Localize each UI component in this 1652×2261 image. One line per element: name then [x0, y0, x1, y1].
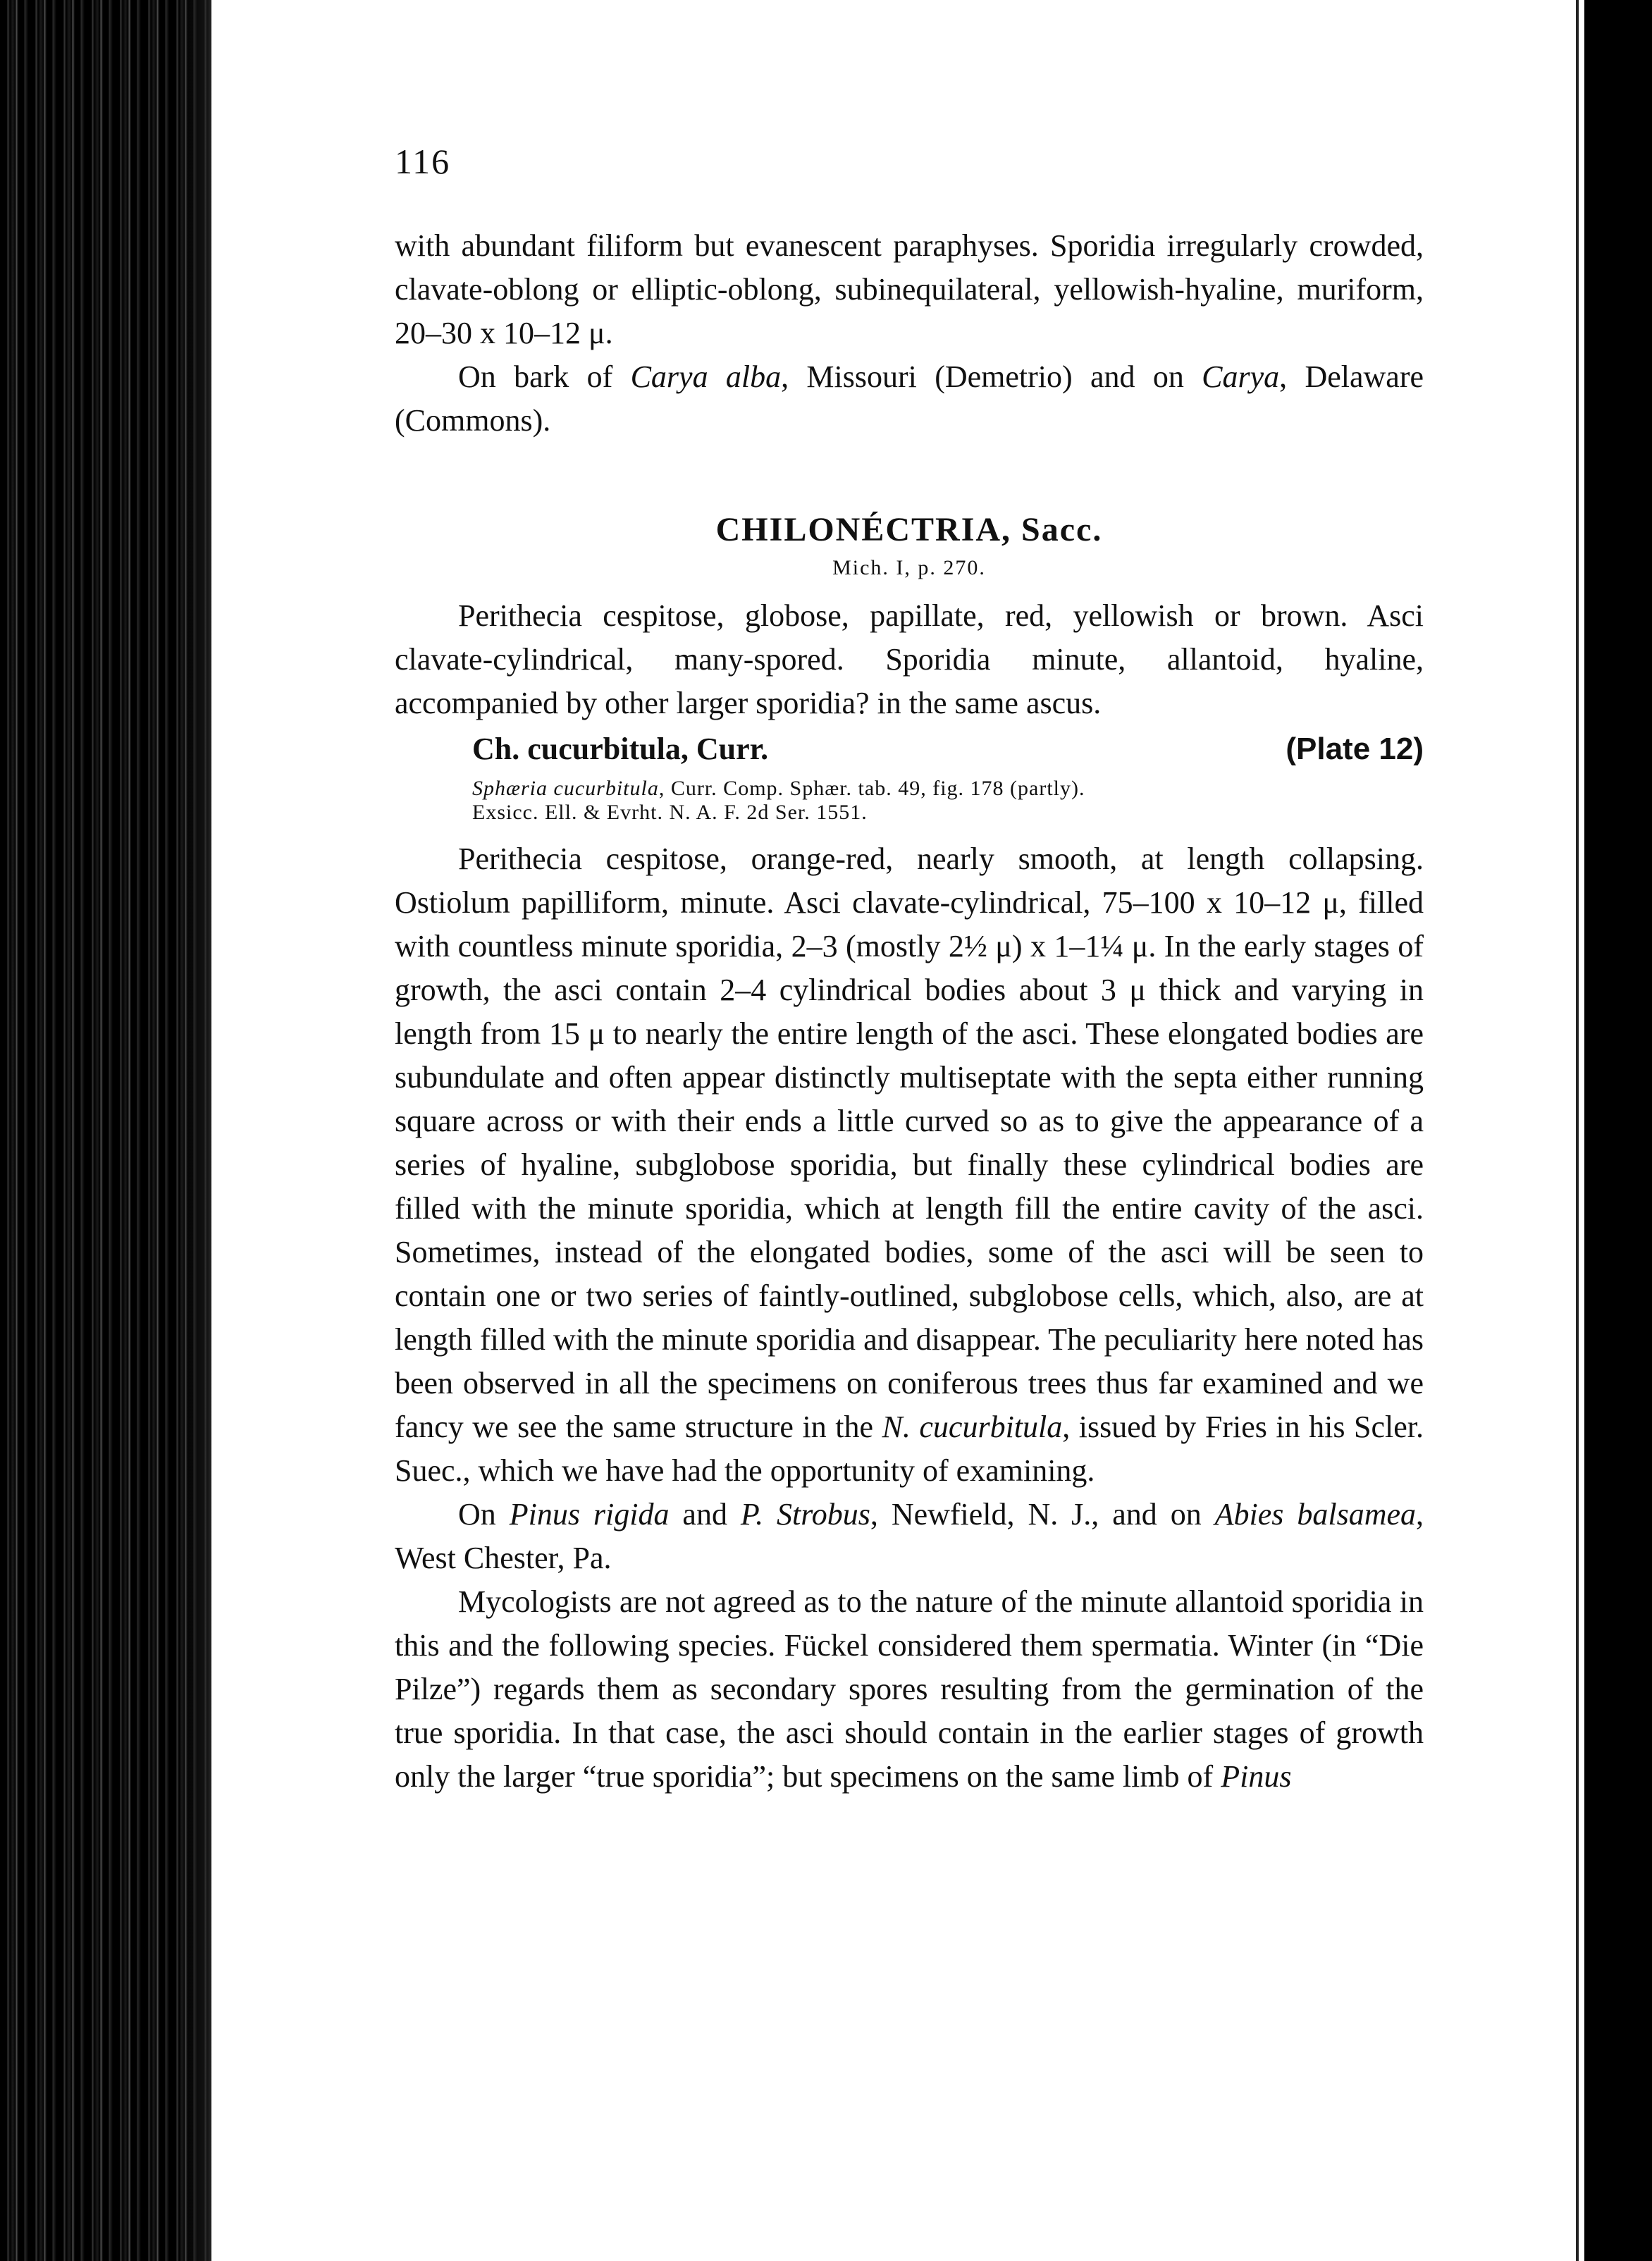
habitat-paragraph-2 — [395, 1493, 1424, 1580]
description-text: Perithecia cespitose, orange-red, nearly smooth, at length collapsing. Ostiolum papilliform, minute. Asci clavate-cylindrical, 75–100 x 10–12 μ, filled with countless minute sporidia, 2–3 (mostly 2½ μ) x 1–1¼ μ. In the early stages of growth, the asci contain 2–4 cylindrical bodies about 3 μ thick and varying in length from 15 μ to nearly the entire length of the asci. These elongated bodies are subundulate and often appear distinctly multiseptate with the septa either running square across or with their ends a little curved so as to give the appearance of a series of hyaline, subglobose sporidia, but finally these cylindrical bodies are filled with the minute sporidia, which at length fill the entire cavity of the asci. Sometimes, instead of the elongated bodies, some of the asci will be seen to contain one or two series of faintly-outlined, subglobose cells, which, also, are at length filled with the minute sporidia and disappear. The peculiarity here noted has been observed in all the specimens on coniferous trees thus far examined and we fancy we see the same structure in the — [395, 842, 1424, 1444]
habitat-text: On bark of — [458, 359, 631, 394]
habitat-text: On — [458, 1497, 510, 1532]
habitat-text: , Delaware (Commons). — [395, 359, 1424, 438]
species-heading-row — [395, 731, 1424, 767]
synonym-reference: , Curr. Comp. Sphær. tab. 49, fig. 178 (partly). — [658, 777, 1085, 800]
plate-reference: (Plate 12) — [1286, 732, 1424, 766]
genus-description: Perithecia cespitose, globose, papillate, red, yellowish or brown. Asci clavate-cylindrical, many-spored. Sporidia minute, allantoid, hyaline, accompanied by other larger sporidia? in the same ascus. — [395, 598, 1424, 720]
habitat-text: and — [669, 1497, 741, 1532]
genus-heading: CHILONÉCTRIA, Sacc. — [715, 511, 1103, 548]
continued-paragraph: with abundant filiform but evanescent paraphyses. Sporidia irregularly crowded, clavate-oblong or elliptic-oblong, subinequilateral, yellowish-hyaline, muriform, 20–30 x 10–12 μ. — [395, 228, 1424, 350]
exsiccatae-citation: Exsicc. Ell. & Evrht. N. A. F. 2d Ser. 1551. — [472, 801, 868, 824]
description-text: , issued by Fries in his Scler. Suec., which we have had the opportunity of examining. — [395, 1410, 1424, 1488]
discussion-text: Mycologists are not agreed as to the nature of the minute allantoid sporidia in this and the following species. Fückel considered them spermatia. Winter (in “Die Pilze”) regards them as secondary spores resulting from the germination of the true sporidia. In that case, the asci should contain in the earlier stages of growth only the larger “true sporidia”; but specimens on the same limb of — [395, 1584, 1424, 1794]
host-name: Pinus rigida — [509, 1497, 670, 1532]
habitat-paragraph — [395, 355, 1424, 443]
book-page — [395, 141, 1424, 1799]
genus-reference: Mich. I, p. 270. — [832, 556, 986, 579]
genus-reference-italic: Pinus — [1221, 1759, 1292, 1794]
synonym-citation — [395, 777, 1424, 801]
synonym-name: Sphæria cucurbitula — [472, 777, 659, 800]
facing-page-edge — [1576, 0, 1579, 2261]
species-name: Ch. cucurbitula, Curr. — [472, 732, 769, 766]
species-reference: N. cucurbitula — [882, 1410, 1063, 1444]
habitat-text: , Newfield, N. J., and on — [870, 1497, 1215, 1532]
species-description — [395, 837, 1424, 1493]
habitat-text: , Missouri (Demetrio) and on — [781, 359, 1202, 394]
host-name: P. Strobus — [740, 1497, 870, 1532]
page-number: 116 — [395, 142, 451, 181]
gutter-shadow — [180, 0, 211, 2261]
host-name: Abies balsamea — [1214, 1497, 1417, 1532]
host-name: Carya alba — [630, 359, 782, 394]
discussion-paragraph — [395, 1580, 1424, 1799]
right-margin-dark — [1584, 0, 1652, 2261]
host-name: Carya — [1202, 359, 1280, 394]
habitat-text: , West Chester, Pa. — [395, 1497, 1424, 1575]
